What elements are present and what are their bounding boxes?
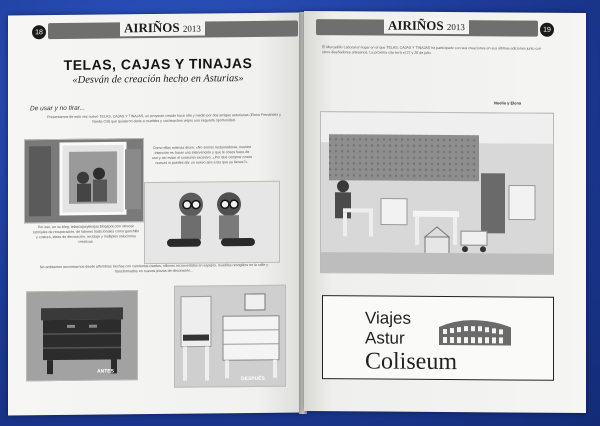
coliseum-logo-icon xyxy=(437,317,513,348)
open-magazine xyxy=(8,8,588,414)
ad-line-coliseum: Coliseum xyxy=(365,348,458,376)
caption-antes: ANTES xyxy=(97,368,114,375)
masthead-right-year: 2013 xyxy=(446,22,465,33)
right-page xyxy=(304,11,586,413)
page-number-left: 18 xyxy=(35,28,43,36)
photo-dresser-after xyxy=(174,285,286,388)
masthead-left xyxy=(120,19,205,36)
paragraph-4: No ambienten encontrarnos desde alfombras hechas con camisetas usadas, sillones reconvertidos en espejos, muebles recogidos en la calle y transformados en nuevas piezas de decoración... xyxy=(39,262,269,274)
page-number-badge-icon xyxy=(32,25,46,39)
page-number-right: 19 xyxy=(543,26,551,34)
ad-line-viajes: Viajes xyxy=(365,308,411,328)
caption-despues: DESPUÉS xyxy=(241,375,265,383)
intro-label: De usar y no tirar... xyxy=(30,104,86,113)
article-title: TELAS, CAJAS Y TINAJAS xyxy=(63,54,253,73)
photo-rag-dolls xyxy=(144,181,280,264)
page-number-badge-icon xyxy=(540,23,554,37)
masthead-right-text: AIRIÑOS xyxy=(388,17,444,33)
right-intro-text: El Mercadillo Laboral en lugar en el que TELAS, CAJAS Y TINAJAS ha participado con sus creaciones en sus últimas ediciones junto con otros diseñadores artesanos. La próxima cita será el 27 y 28 de julio. xyxy=(322,45,542,55)
left-page xyxy=(8,12,303,415)
advertisement-box xyxy=(322,295,554,381)
photo-credit: Noelia y Elena xyxy=(494,100,522,106)
photo-dresser-before xyxy=(26,290,138,381)
masthead-right xyxy=(384,18,469,35)
paragraph-2: Como ellas mismas dicen: «No somos restauradoras, nuestra intención es hacer una intervención y que le coses fuera de uso y así evitar el consumo excesivo. ¿Por qué comprar cosas nuevas si puedes dar un nuevo aire a las que ya tienes?». xyxy=(152,144,252,165)
ad-line-astur: Astur xyxy=(365,328,405,348)
paragraph-3: Por eso, en su blog, telascajasytinajas.blogspot.com ofrecen tutoriales de recuperación, de labores tradicionales como ganchillo y costura, ideas de decoración, reciclaje y múltiples soluciones creativas. xyxy=(32,224,140,244)
paragraph-1: Presentamos de esta vez nuevo TELAS, CAJAS Y TINAJAS, un proyecto creado hace año y medio por dos amigas asturianas (Elena Fernández y Noelia Cid) que quisieron darle a muebles y cachivaches viejos una segunda oportunidad. xyxy=(47,112,281,124)
article-subtitle: «Desván de creación hecho en Asturias» xyxy=(72,73,244,86)
masthead-left-text: AIRIÑOS xyxy=(124,19,180,36)
photo-market-stall xyxy=(320,111,554,275)
masthead-left-year: 2013 xyxy=(182,23,201,34)
photo-mirror-portrait xyxy=(24,138,144,223)
